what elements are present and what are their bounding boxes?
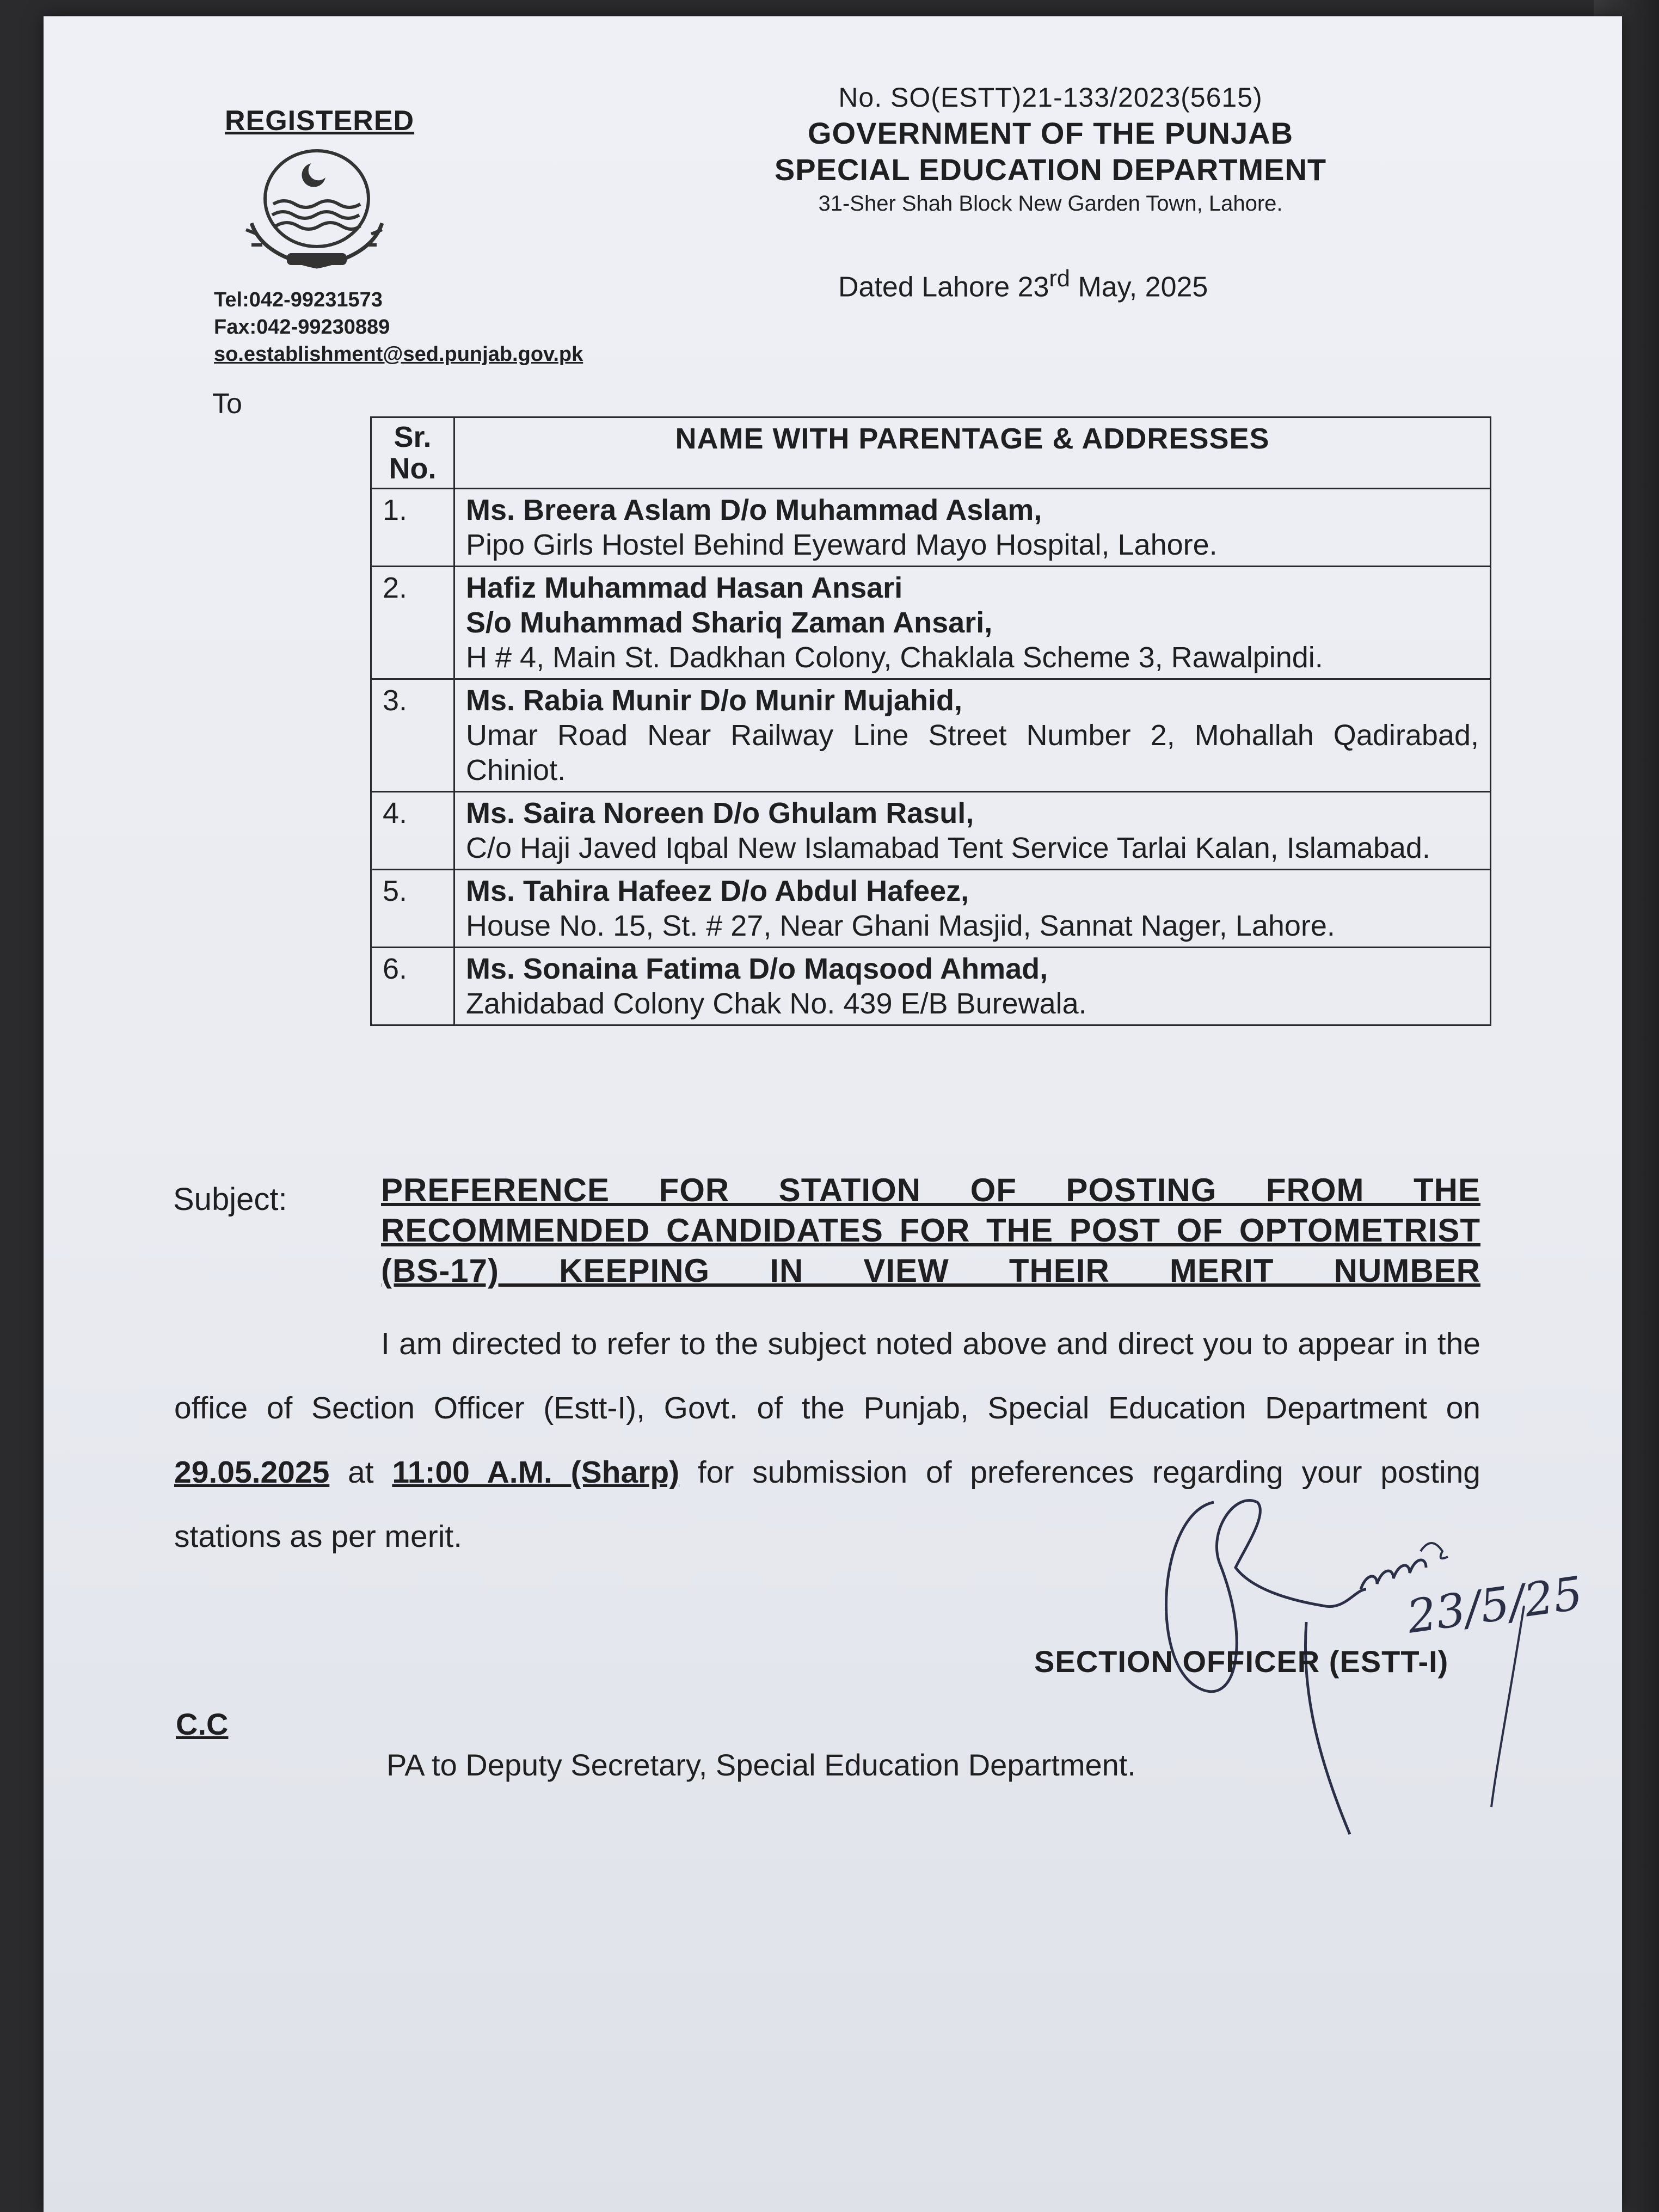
recipient-address: C/o Haji Javed Iqbal New Islamabad Tent Service Tarlai Kalan, Islamabad. (466, 832, 1430, 864)
recipient-name: Ms. Breera Aslam D/o Muhammad Aslam, (466, 494, 1042, 526)
recipient-cell (454, 870, 1491, 948)
recipient-address: H # 4, Main St. Dadkhan Colony, Chaklala Scheme 3, Rawalpindi. (466, 641, 1323, 674)
row-number: 3. (371, 679, 454, 792)
cc-recipient: PA to Deputy Secretary, Special Education Department. (386, 1748, 1136, 1782)
recipient-name: Ms. Sonaina Fatima D/o Maqsood Ahmad, (466, 953, 1048, 985)
to-label: To (212, 388, 242, 420)
table-row (371, 870, 1491, 948)
recipient-name: Hafiz Muhammad Hasan Ansari (466, 572, 903, 604)
department-address: 31-Sher Shah Block New Garden Town, Lahore. (818, 192, 1283, 216)
letterhead-header (669, 82, 1431, 216)
appearance-date: 29.05.2025 (174, 1455, 330, 1490)
fax: Fax:042-99230889 (214, 316, 390, 339)
row-number: 4. (371, 792, 454, 870)
letter-date: Dated Lahore 23rd May, 2025 (838, 266, 1208, 303)
signature-date: 23/5/25 (1404, 1566, 1586, 1644)
punjab-emblem-icon (235, 142, 398, 278)
column-header-sr: Sr. No. (371, 417, 454, 489)
table-row (371, 948, 1491, 1025)
recipient-parentage: S/o Muhammad Shariq Zaman Ansari, (466, 606, 993, 639)
recipient-cell (454, 792, 1491, 870)
registered-label: REGISTERED (225, 105, 415, 137)
subject-text: PREFERENCE FOR STATION OF POSTING FROM THE RECOMMENDED CANDIDATES FOR THE POST OF OPTOMETRIST (BS-17) KEEPING IN VIEW THEIR MERIT NUMBER (381, 1172, 1480, 1289)
contact-block (214, 286, 583, 368)
row-number: 2. (371, 567, 454, 679)
recipient-name: Ms. Rabia Munir D/o Munir Mujahid, (466, 684, 962, 717)
department-name: SPECIAL EDUCATION DEPARTMENT (774, 152, 1327, 187)
body-paragraph: I am directed to refer to the subject noted above and direct you to appear in the office of Section Officer (Estt-I), Govt. of the Punjab, Special Education Department on 29.05.2025 at 11:00 A.M. (Sharp) for submission of preferences regarding your posting stations as per merit. (174, 1326, 1481, 1554)
email-address[interactable]: so.establishment@sed.punjab.gov.pk (214, 343, 583, 366)
table-row (371, 489, 1491, 567)
cc-label: C.C (176, 1707, 229, 1741)
table-row (371, 567, 1491, 679)
government-name: GOVERNMENT OF THE PUNJAB (807, 116, 1294, 150)
appearance-time: 11:00 A.M. (Sharp) (392, 1455, 680, 1490)
recipient-address: House No. 15, St. # 27, Near Ghani Masjid, Sannat Nager, Lahore. (466, 910, 1335, 942)
column-header-name: NAME WITH PARENTAGE & ADDRESSES (454, 417, 1491, 489)
table-row (371, 679, 1491, 792)
signatory-title: SECTION OFFICER (ESTT-I) (1034, 1644, 1449, 1679)
recipient-address: Zahidabad Colony Chak No. 439 E/B Burewala. (466, 987, 1087, 1020)
reference-number: No. SO(ESTT)21-133/2023(5615) (838, 82, 1263, 113)
recipients-table (370, 416, 1491, 1026)
row-number: 1. (371, 489, 454, 567)
letter-page (44, 16, 1622, 2212)
row-number: 6. (371, 948, 454, 1025)
table-row (371, 792, 1491, 870)
recipient-cell (454, 567, 1491, 679)
row-number: 5. (371, 870, 454, 948)
table-header-row (371, 417, 1491, 489)
recipient-address: Pipo Girls Hostel Behind Eyeward Mayo Hospital, Lahore. (466, 529, 1218, 561)
recipient-cell (454, 679, 1491, 792)
recipient-cell (454, 948, 1491, 1025)
subject-label: Subject: (173, 1182, 287, 1217)
recipient-name: Ms. Tahira Hafeez D/o Abdul Hafeez, (466, 875, 969, 907)
telephone: Tel:042-99231573 (214, 288, 383, 311)
recipient-cell (454, 489, 1491, 567)
recipient-name: Ms. Saira Noreen D/o Ghulam Rasul, (466, 797, 974, 830)
recipient-address: Umar Road Near Railway Line Street Number 2, Mohallah Qadirabad, Chiniot. (466, 719, 1479, 787)
